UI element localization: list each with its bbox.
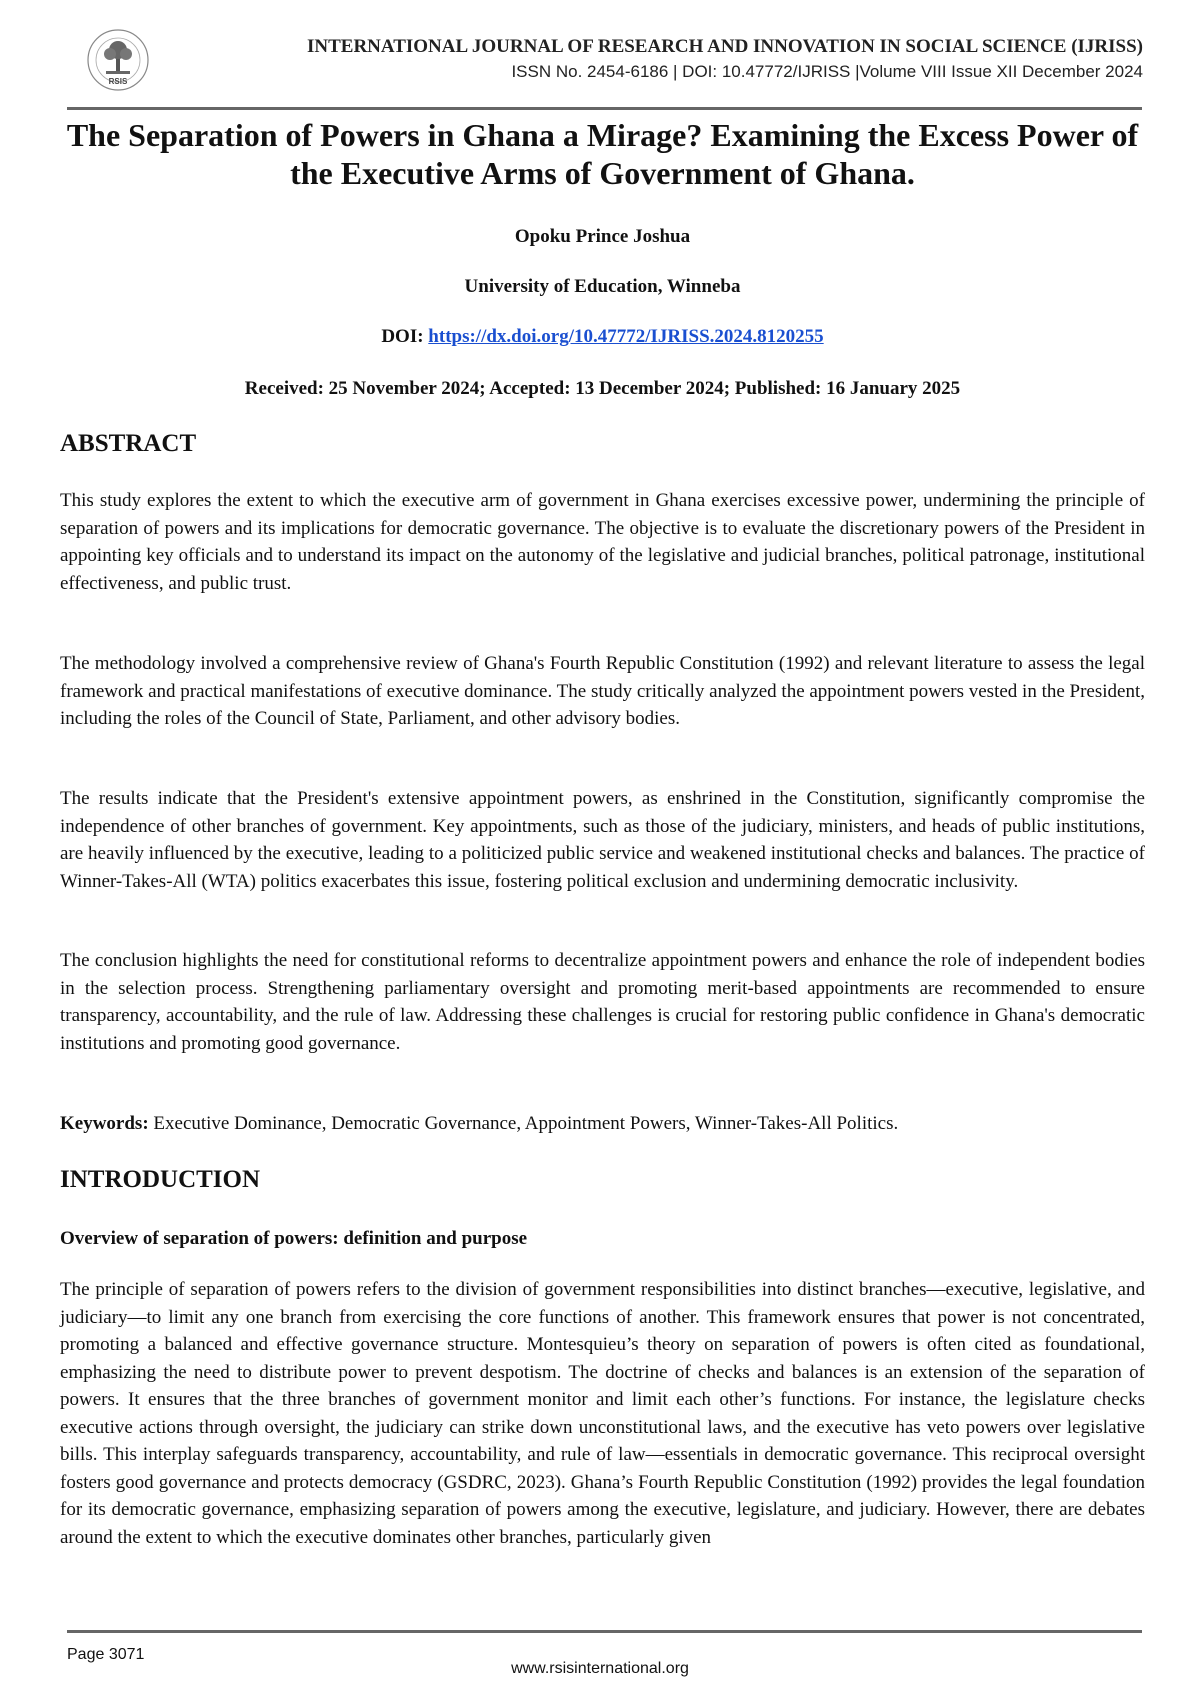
doi-line [60,326,1145,348]
keywords-label: Keywords: [60,1113,149,1134]
keywords-line [60,1110,1145,1138]
author-affiliation: University of Education, Winneba [464,276,741,297]
publication-dates: Received: 25 November 2024; Accepted: 13 December 2024; Published: 16 January 2025 [244,378,961,399]
abstract-heading: ABSTRACT [60,430,197,457]
abstract-paragraph: This study explores the extent to which the executive arm of government in Ghana exercises excessive power, undermining the principle of separation of powers and its implications for democratic governance. The objective is to evaluate the discretionary powers of the President in appointing key officials and to understand its impact on the autonomy of the legislative and judicial branches, political patronage, institutional effectiveness, and public trust. [60,490,1145,594]
abstract-paragraph: The conclusion highlights the need for constitutional reforms to decentralize appointment powers and enhance the role of independent bodies in the selection process. Strengthening parliamentary oversight and promoting merit-based appointments are recommended to ensure transparency, accountability, and the rule of law. Addressing these challenges is crucial for restoring public confidence in Ghana's democratic institutions and promoting good governance. [60,950,1145,1054]
introduction-heading: INTRODUCTION [60,1166,261,1193]
introduction-subheading: Overview of separation of powers: definition and purpose [60,1228,528,1249]
logo-text: RSIS [108,77,128,86]
article-title: The Separation of Powers in Ghana a Mirage? Examining the Excess Power of the Executive Arms of Government of Ghana. [66,117,1139,191]
footer-website[interactable]: www.rsisinternational.org [511,1660,689,1677]
page-number: Page 3071 [67,1646,145,1663]
abstract-paragraph: The methodology involved a comprehensive review of Ghana's Fourth Republic Constitution (1992) and relevant literature to assess the legal framework and practical manifestations of executive dominance. The study critically analyzed the appointment powers vested in the President, including the roles of the Council of State, Parliament, and other advisory bodies. [60,653,1145,729]
rsis-logo-icon [58,28,178,94]
abstract-paragraph: The results indicate that the President's extensive appointment powers, as enshrined in the Constitution, significantly compromise the independence of other branches of government. Key appointments, such as those of the judiciary, ministers, and heads of public institutions, are heavily influenced by the executive, leading to a politicized public service and weakened institutional checks and balances. The practice of Winner-Takes-All (WTA) politics exacerbates this issue, fostering political exclusion and undermining democratic inclusivity. [60,788,1145,892]
journal-header [58,28,1143,108]
header-divider [67,107,1142,110]
journal-meta: ISSN No. 2454-6186 | DOI: 10.47772/IJRISS |Volume VIII Issue XII December 2024 [511,62,1143,81]
footer-divider [67,1630,1142,1633]
doi-label: DOI: [381,326,429,347]
journal-title: INTERNATIONAL JOURNAL OF RESEARCH AND INNOVATION IN SOCIAL SCIENCE (IJRISS) [307,36,1143,57]
introduction-paragraph: The principle of separation of powers refers to the division of government responsibilities into distinct branches—executive, legislative, and judiciary—to limit any one branch from exercising the core functions of another. This framework ensures that power is not concentrated, promoting a balanced and effective governance structure. Montesquieu’s theory on separation of powers is often cited as foundational, emphasizing the need to distribute power to prevent despotism. The doctrine of checks and balances is an extension of the separation of powers. It ensures that the three branches of government monitor and limit each other’s functions. For instance, the legislature checks executive actions through oversight, the judiciary can strike down unconstitutional laws, and the executive has veto powers over legislative bills. This interplay safeguards transparency, accountability, and rule of law—essentials in democratic governance. This reciprocal oversight fosters good governance and protects democracy (GSDRC, 2023). Ghana’s Fourth Republic Constitution (1992) provides the legal foundation for its democratic governance, emphasizing separation of powers among the executive, legislature, and judiciary. However, there are debates around the extent to which the executive dominates other branches, particularly given [60,1279,1145,1548]
doi-link[interactable]: https://dx.doi.org/10.47772/IJRISS.2024.8120255 [428,326,824,347]
keywords-text: Executive Dominance, Democratic Governance, Appointment Powers, Winner-Takes-All Politics. [148,1113,899,1134]
author-name: Opoku Prince Joshua [514,226,691,247]
